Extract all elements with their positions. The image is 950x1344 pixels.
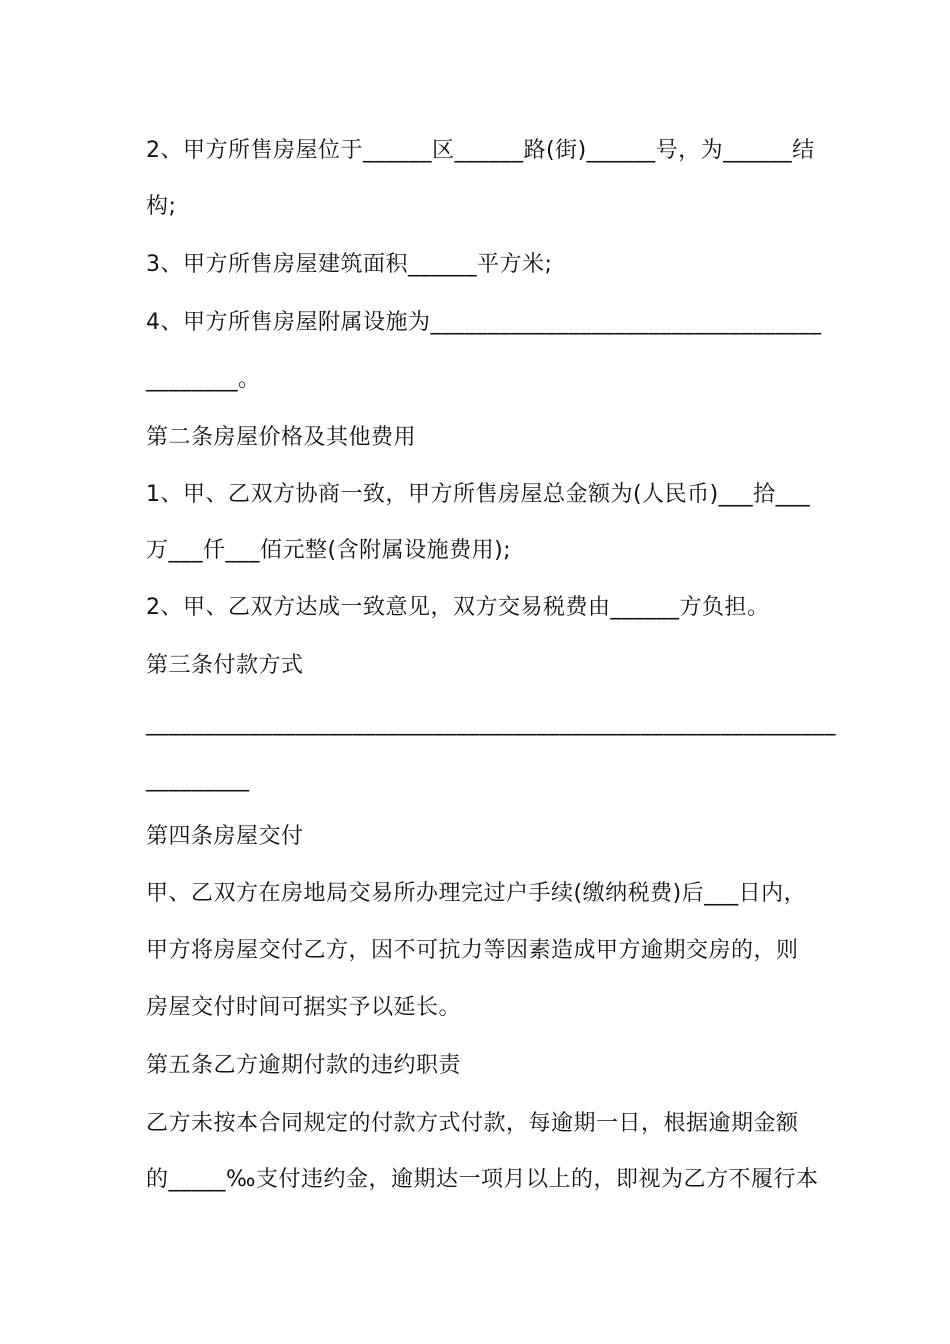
clause-4-paragraph-line-2: 甲方将房屋交付乙方，因不可抗力等因素造成甲方逾期交房的，则	[146, 938, 799, 963]
clause-5-paragraph-line-2: 的_____‰支付违约金，逾期达一项月以上的，即视为乙方不履行本	[146, 1167, 819, 1192]
clause-2-item-2: 2、甲、乙双方达成一致意见，双方交易税费由______方负担。	[146, 595, 770, 620]
clause-1-item-2-continued: 构;	[146, 194, 177, 219]
clause-2-item-1-continued: 万___仟___佰元整(含附属设施费用);	[146, 538, 512, 563]
clause-4-paragraph-line-1: 甲、乙双方在房地局交易所办理完过户手续(缴纳税费)后___日内，	[146, 881, 807, 906]
clause-1-item-2: 2、甲方所售房屋位于______区______路(街)______号，为______结	[146, 138, 815, 163]
clause-2-item-1: 1、甲、乙双方协商一致，甲方所售房屋总金额为(人民币)___拾___	[146, 482, 811, 507]
clause-1-item-4: 4、甲方所售房屋附属设施为__________________________________	[146, 310, 822, 335]
clause-5-paragraph-line-1: 乙方未按本合同规定的付款方式付款，每逾期一日，根据逾期金额	[146, 1111, 799, 1136]
clause-1-item-4-continued: ________。	[146, 367, 261, 392]
clause-1-item-3: 3、甲方所售房屋建筑面积______平方米;	[146, 252, 553, 277]
payment-method-blank-line: ____________________________________________________________	[146, 711, 836, 736]
clause-4-paragraph-line-3: 房屋交付时间可据实予以延长。	[146, 995, 462, 1020]
clause-3-heading: 第三条付款方式	[146, 653, 304, 678]
clause-4-heading: 第四条房屋交付	[146, 824, 304, 849]
payment-method-blank-line-continued: _________	[146, 767, 250, 792]
clause-5-heading: 第五条乙方逾期付款的违约职责	[146, 1053, 462, 1078]
clause-2-heading: 第二条房屋价格及其他费用	[146, 425, 417, 450]
